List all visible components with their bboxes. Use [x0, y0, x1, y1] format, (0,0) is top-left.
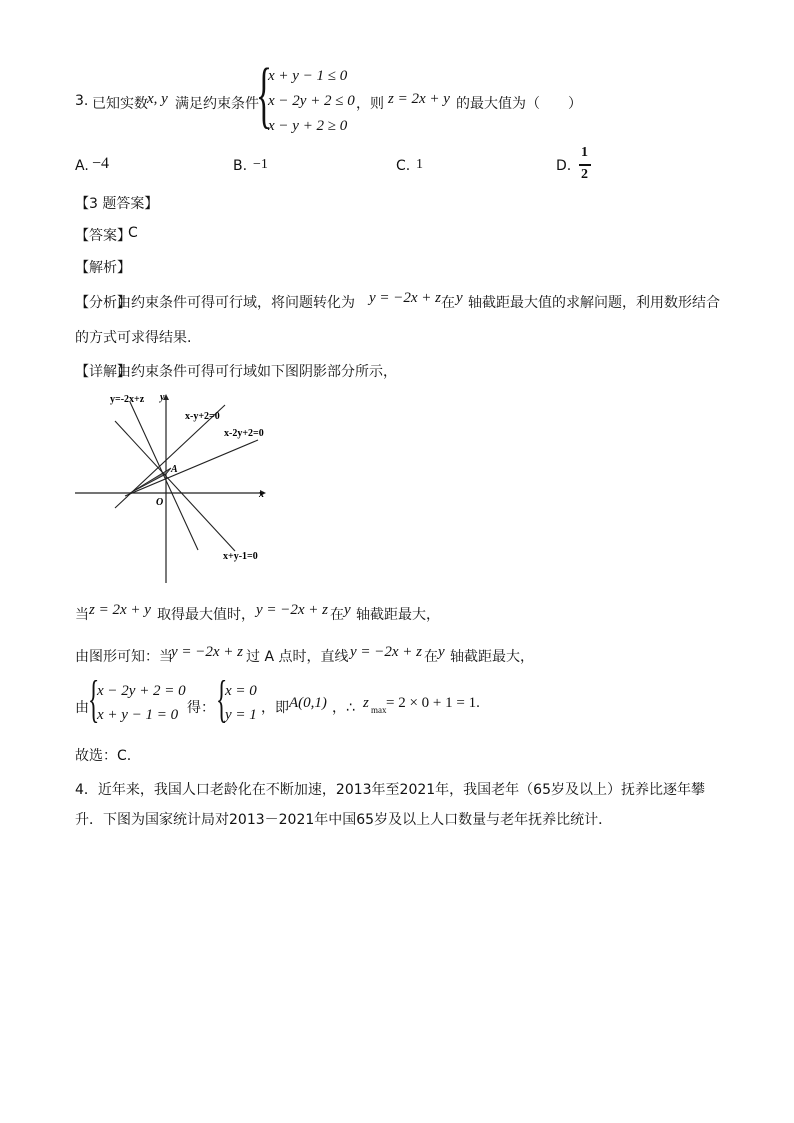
constraint-brace: {	[256, 54, 272, 136]
option-d-denominator: 2	[581, 167, 588, 182]
step3-p1: 由	[75, 700, 89, 716]
answer-tag: 【答案】	[75, 228, 131, 244]
result-brace: {	[216, 671, 228, 728]
step3-s1: x − 2y + 2 = 0	[97, 683, 186, 699]
xiangjie-tag: 【详解】	[75, 364, 131, 380]
option-c-value: 1	[416, 157, 423, 172]
fenxi-part1: 由约束条件可得可行域，将问题转化为	[117, 295, 355, 311]
step1-p1: 当	[75, 607, 89, 623]
analysis-tag: 【解析】	[75, 260, 131, 276]
q4-line1: 4．近年来，我国人口老龄化在不断加速，2013年至2021年，我国老年（65岁及以上）抚养比逐年攀	[75, 782, 705, 798]
option-d-label: D.	[556, 158, 572, 174]
step2-eq1: y = −2x + z	[171, 644, 244, 660]
constraint-1: x + y − 1 ≤ 0	[268, 68, 348, 84]
feasible-region	[130, 468, 171, 493]
fenxi-yvar: y	[456, 290, 463, 306]
variables: x, y	[147, 91, 168, 107]
line-x-y-1	[115, 421, 235, 551]
label-l1: x-y+2=0	[185, 411, 220, 422]
step1-eq1: z = 2x + y	[89, 602, 151, 618]
line-x-2y-2	[125, 440, 258, 496]
step2-yvar: y	[438, 644, 445, 660]
step1-p4: 轴截距最大，	[356, 607, 440, 623]
step3-p4: ，∴	[332, 700, 355, 716]
fraction-bar	[579, 164, 591, 166]
option-a-value: −4	[92, 155, 110, 172]
line-y-neg2x-z	[130, 402, 198, 550]
fenxi-part2: 在	[441, 295, 455, 311]
question-stem-mid: 满足约束条件	[175, 96, 259, 112]
constraint-2: x − 2y + 2 ≤ 0	[268, 93, 355, 109]
system-brace: {	[88, 671, 100, 728]
step2-p4: 轴截距最大，	[450, 649, 534, 665]
step3-s2: x + y − 1 = 0	[97, 707, 179, 723]
constraint-3: x − y + 2 ≥ 0	[268, 118, 348, 134]
label-y-eq: y=-2x+z	[110, 394, 145, 405]
xiangjie-text: 由约束条件可得可行域如下图阴影部分所示，	[117, 364, 397, 380]
step2-p2: 过 A 点时，直线	[246, 649, 349, 665]
step1-p2: 取得最大值时，	[157, 607, 255, 623]
step3-p2: 得：	[187, 700, 215, 716]
stem-then: ，则	[356, 96, 384, 112]
q3-answer-tag: 【3 题答案】	[75, 196, 159, 212]
step2-p3: 在	[424, 649, 438, 665]
step3-r1: x = 0	[225, 683, 257, 699]
step3-zmax: z	[363, 695, 369, 711]
label-l3: x+y-1=0	[223, 551, 258, 562]
fenxi-tag: 【分析】	[75, 295, 131, 311]
label-x-axis: x	[259, 489, 264, 500]
step3-calc: = 2 × 0 + 1 = 1.	[386, 695, 480, 711]
step1-eq2: y = −2x + z	[256, 602, 329, 618]
label-y-axis: y	[160, 392, 165, 403]
choose-text: 故选：C.	[75, 748, 132, 764]
step1-yvar: y	[344, 602, 351, 618]
option-d-numerator: 1	[581, 145, 588, 160]
step3-zsub: max	[371, 705, 387, 715]
label-o: O	[156, 497, 164, 508]
step1-p3: 在	[330, 607, 344, 623]
option-b-label: B.	[233, 158, 248, 174]
q4-line2: 升．下图为国家统计局对2013－2021年中国65岁及以上人口数量与老年抚养比统计．	[75, 812, 613, 828]
option-a-label: A.	[75, 158, 89, 174]
fenxi-line2: 的方式可求得结果.	[75, 330, 192, 346]
step2-eq2: y = −2x + z	[350, 644, 423, 660]
step3-p3: ，即	[261, 700, 289, 716]
fenxi-eq: y = −2x + z	[369, 290, 442, 306]
step3-point: A(0,1)	[289, 695, 327, 711]
step3-r2: y = 1	[225, 707, 257, 723]
option-b-value: −1	[253, 157, 268, 172]
question-stem-post: 的最大值为（ ）	[456, 96, 582, 112]
fenxi-part3: 轴截距最大值的求解问题，利用数形结合	[468, 295, 720, 311]
answer-value: C	[128, 225, 138, 241]
question-stem-pre: 已知实数	[92, 96, 148, 112]
question-number: 3.	[75, 93, 89, 109]
option-c-label: C.	[396, 158, 411, 174]
label-a: A	[171, 464, 178, 475]
objective: z = 2x + y	[388, 91, 450, 107]
feasible-region-figure	[70, 388, 285, 588]
label-l2: x-2y+2=0	[224, 428, 264, 439]
step2-p1: 由图形可知：当	[75, 649, 173, 665]
